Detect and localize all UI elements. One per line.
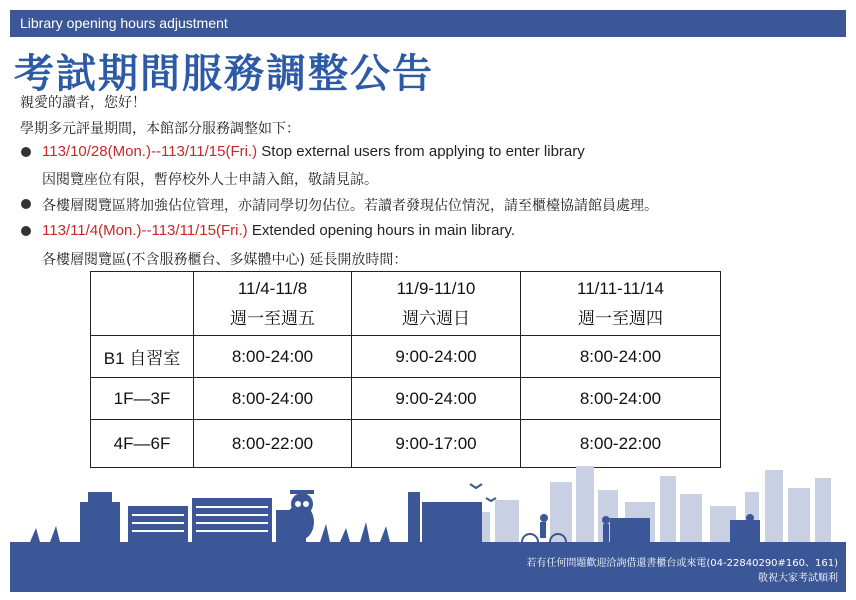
column-days: 週六週日 (402, 308, 470, 328)
banner-text: Library opening hours adjustment (20, 15, 228, 31)
date-range: 113/10/28(Mon.)--113/11/15(Fri.) (42, 143, 258, 160)
table-cell: 8:00-22:00 (194, 420, 352, 468)
row-label: 4F—6F (91, 420, 194, 468)
notice-item-2: 各樓層閱覽區將加強佔位管理，亦請同學切勿佔位。若讀者發現佔位情況，請至櫃檯協請館員處理。 (42, 198, 658, 214)
notice-item-3 (42, 222, 515, 239)
hours-table (90, 271, 721, 468)
table-cell: 8:00-24:00 (521, 378, 721, 420)
table-header-cell (521, 272, 721, 336)
table-cell: 8:00-22:00 (521, 420, 721, 468)
column-dates: 11/9-11/10 (396, 278, 476, 298)
date-range: 113/11/4(Mon.)--113/11/15(Fri.) (42, 222, 248, 239)
notice-text: Extended opening hours in main library. (247, 222, 516, 239)
notice-text: Stop external users from applying to enter library (257, 143, 585, 160)
campus-skyline-illustration (10, 462, 846, 562)
table-cell: 9:00-24:00 (352, 336, 521, 378)
table-cell: 9:00-24:00 (352, 378, 521, 420)
column-days: 週一至週五 (230, 308, 315, 328)
bird-icons (470, 484, 496, 501)
table-cell: 8:00-24:00 (194, 336, 352, 378)
table-corner-cell (91, 272, 194, 336)
notice-item-1 (42, 143, 585, 160)
contact-text: 若有任何問題歡迎洽詢借還書櫃台或來電(04-22840290#160、161) (526, 558, 838, 569)
header-banner (10, 10, 846, 37)
intro: 學期多元評量期間，本館部分服務調整如下： (20, 121, 300, 137)
table-cell: 8:00-24:00 (194, 378, 352, 420)
bullet-icon (21, 199, 31, 209)
greeting: 親愛的讀者，您好！ (20, 95, 146, 111)
table-header-cell (194, 272, 352, 336)
owl-mascot-icon (286, 490, 314, 540)
table-row (91, 420, 721, 468)
bullet-icon (21, 226, 31, 236)
row-label: 1F—3F (91, 378, 194, 420)
row-label: B1 自習室 (91, 336, 194, 378)
column-dates: 11/4-11/8 (237, 278, 308, 298)
table-row (91, 336, 721, 378)
table-row (91, 378, 721, 420)
notice-sub-1: 因閱覽座位有限，暫停校外人士申請入館，敬請見諒。 (42, 172, 378, 188)
column-days: 週一至週四 (578, 308, 663, 328)
bullet-icon (21, 147, 31, 157)
good-luck-text: 敬祝大家考試順利 (758, 573, 838, 584)
table-cell: 9:00-17:00 (352, 420, 521, 468)
table-header-cell (352, 272, 521, 336)
column-dates: 11/11-11/14 (577, 278, 664, 298)
notice-sub-3: 各樓層閱覽區(不含服務櫃台、多媒體中心) 延長開放時間： (42, 252, 408, 268)
table-cell: 8:00-24:00 (521, 336, 721, 378)
table-header-row (91, 272, 721, 336)
page-title: 考試期間服務調整公告 (14, 51, 434, 97)
contact-info (526, 556, 838, 586)
